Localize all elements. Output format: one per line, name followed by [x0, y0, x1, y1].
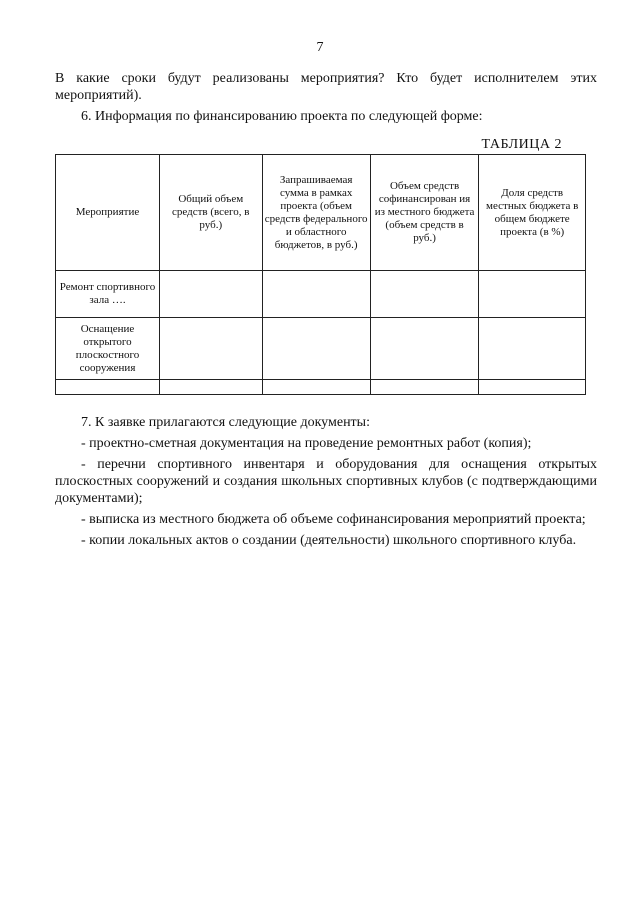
cell-requested — [262, 271, 370, 318]
header-local-cofinancing: Объем средств софинансирован ия из местного бюджета (объем средств в руб.) — [370, 155, 479, 271]
cell-total — [160, 318, 263, 380]
document-list-item: - проектно-сметная документация на проведение ремонтных работ (копия); — [81, 436, 532, 451]
cell-requested — [262, 380, 370, 395]
intro-paragraph: В какие сроки будут реализованы мероприятия? Кто будет исполнителем этих мероприятий). — [55, 71, 597, 103]
section-6-heading: 6. Информация по финансированию проекта по следующей форме: — [81, 109, 483, 124]
cell-total — [160, 271, 263, 318]
cell-activity: Оснащение открытого плоскостного сооружения — [56, 318, 160, 380]
section-7-heading: 7. К заявке прилагаются следующие документы: — [81, 415, 370, 430]
header-local-share: Доля средств местных бюджета в общем бюджете проекта (в %) — [479, 155, 586, 271]
header-total-amount: Общий объем средств (всего, в руб.) — [160, 155, 263, 271]
document-list-item: - перечни спортивного инвентаря и оборудования для оснащения открытых плоскостных сооружений и создания школьных спортивных клубов (с подтверждающими документами); — [55, 457, 597, 506]
page-number: 7 — [316, 40, 324, 55]
document-list-item: - выписка из местного бюджета об объеме софинансирования мероприятий проекта; — [81, 512, 586, 527]
cell-cofinancing — [370, 318, 479, 380]
document-list-item: - копии локальных актов о создании (деятельности) школьного спортивного клуба. — [81, 533, 577, 548]
cell-activity — [56, 380, 160, 395]
section-7 — [55, 414, 597, 549]
financing-table — [55, 154, 586, 395]
table-header-row — [56, 155, 586, 271]
cell-requested — [262, 318, 370, 380]
cell-share — [479, 318, 586, 380]
header-requested-amount: Запрашиваемая сумма в рамках проекта (объем средств федерального и областного бюджетов, в руб.) — [262, 155, 370, 271]
table-row — [56, 318, 586, 380]
table-row — [56, 380, 586, 395]
cell-cofinancing — [370, 380, 479, 395]
cell-activity: Ремонт спортивного зала …. — [56, 271, 160, 318]
table-row — [56, 271, 586, 318]
table-caption: ТАБЛИЦА 2 — [481, 137, 562, 152]
header-activity: Мероприятие — [56, 155, 160, 271]
cell-share — [479, 271, 586, 318]
cell-total — [160, 380, 263, 395]
cell-share — [479, 380, 586, 395]
cell-cofinancing — [370, 271, 479, 318]
